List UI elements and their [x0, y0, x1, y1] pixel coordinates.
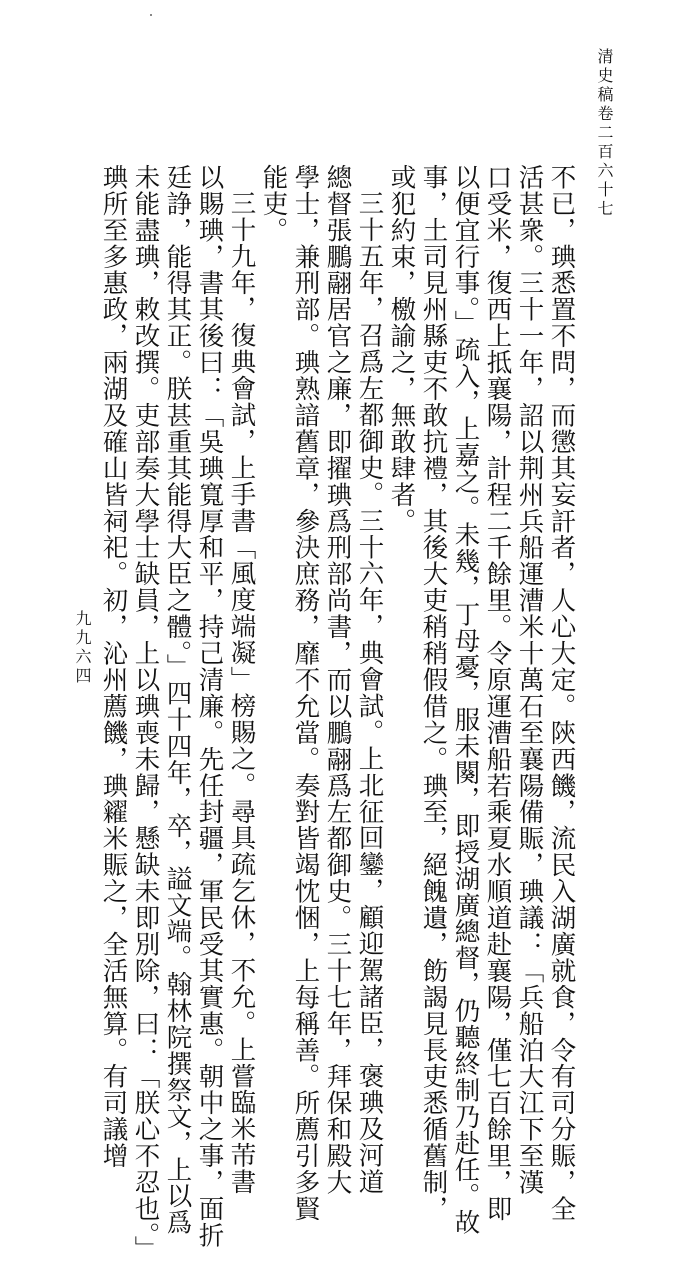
text-column-1: 不已，琠悉置不問，而懲其妄訐者，人心大定。陝西饑，流民入湖廣就食，令有司分賑，全: [546, 164, 577, 1222]
text-column-8: 總督張鵬翮居官之廉，即擢琠爲刑部尚書，而以鵬翮爲左都御史。三十七年，拜保和殿大: [322, 164, 353, 1196]
text-column-7: 三十五年，召爲左都御史。三十六年，典會試。上北征回鑾，顧迎駕諸臣，褒琠及河道: [354, 190, 385, 1196]
text-column-12: 以賜琠，書其後曰：「吳琠寬厚和平，持己清廉。先任封疆，軍民受其實惠。朝中之事，面折: [194, 164, 225, 1249]
running-head: 清史稿卷二百六十七: [595, 48, 614, 219]
text-column-14: 未能盡琠，敕改撰。吏部奏大學士缺員，上以琠喪未歸，懸缺未即別除，曰：「朕心不忍也。」: [130, 164, 161, 1262]
text-column-5: 事，土司見州縣吏不敢抗禮，其後大吏稍稍假借之。琠至，絕餽遺，飭謁見長吏悉循舊制，: [418, 164, 449, 1222]
text-column-4: 以便宜行事。」疏入，上嘉之。未幾，丁母憂，服未闋，即授湖廣總督，仍聽終制乃赴任。故: [450, 164, 481, 1236]
text-column-2: 活甚衆。三十一年，詔以荆州兵船運漕米十萬石至襄陽備賑，琠議：「兵船泊大江下至漢: [514, 164, 545, 1196]
text-column-13: 廷諍，能得其正。朕甚重其能得大臣之體。」四十四年，卒，謚文端。翰林院撰祭文，上以爲: [162, 164, 193, 1236]
page-number: 九九六四: [73, 610, 92, 686]
text-column-3: 口受米，復西上抵襄陽，計程二千餘里。令原運漕船若乘夏水順道赴襄陽，僅七百餘里，即: [482, 164, 513, 1222]
text-column-10: 能吏。: [258, 164, 289, 244]
text-column-11: 三十九年，復典會試，上手書「風度端凝」榜賜之。尋具疏乞休，不允。上嘗臨米芾書: [226, 190, 257, 1196]
text-column-9: 學士，兼刑部。琠熟諳舊章，參決庶務，靡不允當。奏對皆竭忱悃，上每稱善。所薦引多賢: [290, 164, 321, 1222]
text-column-15: 琠所至多惠政，兩湖及確山皆祠祀。初，沁州薦饑，琠糴米賑之，全活無算。有司議增: [98, 164, 129, 1170]
scan-mark: [150, 14, 152, 16]
text-column-6: 或犯約束，檄諭之，無敢肆者。: [386, 164, 417, 535]
